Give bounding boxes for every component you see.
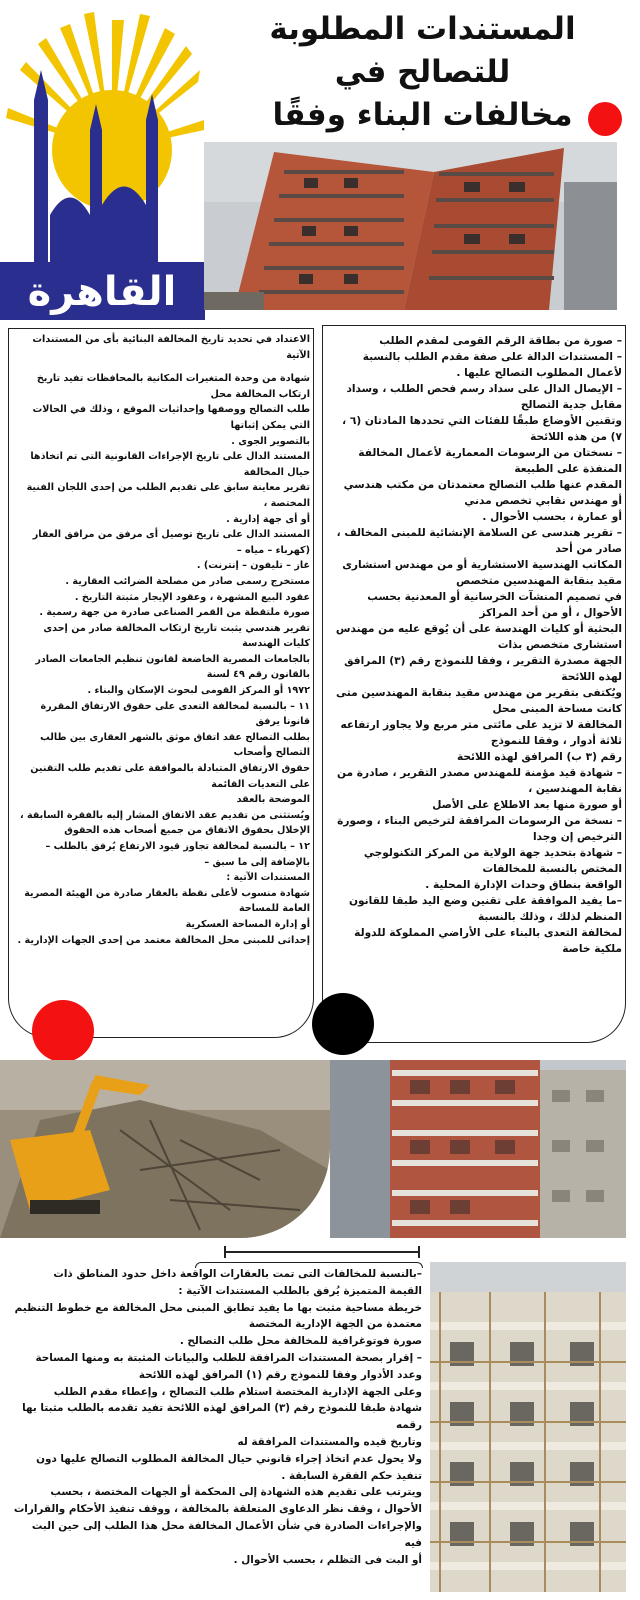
right-column-line: البحثية أو كليات الهندسة على أن يُوقع عليه من مهندس استشارى متخصص بذات: [335, 623, 622, 651]
right-column-line: – شهادة بتحديد جهة الولاية من المركز التكنولوجي المختص بالنسبة للمخالفات: [363, 847, 622, 875]
right-column-line: – صورة من بطاقة الرقم القومى لمقدم الطلب: [379, 335, 622, 347]
bottom-column-line: شهادة طبقا للنموذج رقم (٣) المرافق لهذه اللائحة تفيد تقدمه بالطلب مثبتا بها رقمه: [22, 1402, 422, 1432]
left-column-line: بالجامعات المصرية الخاضعة لقانون تنظيم الجامعات الصادر بالقانون رقم ٤٩ لسنة: [35, 653, 310, 681]
right-column-line: – الإيصال الدال على سداد رسم فحص الطلب ، وسداد مقابل جدية التصالح: [346, 383, 622, 411]
building-facade-photo: [330, 1060, 626, 1238]
section-divider: [224, 1251, 420, 1253]
bottom-column-line: تنفيذ حكم الفقرة السابقة .: [281, 1469, 422, 1482]
bottom-column-text: [12, 1266, 422, 1568]
title-line-2: مخالفات البناء وفقًا: [272, 97, 573, 133]
bottom-column-frame: [195, 1262, 423, 1268]
right-column-line: المخالفة لا تزيد على مائتى متر مربع ولا يجاوز ارتفاعه ثلاثة أدوار ، وفقا للنموذج: [340, 719, 622, 747]
right-column-line: الجهة مصدرة التقرير ، وفقا للنموذج رقم (٣) المرافق لهذه اللائحة: [344, 655, 622, 683]
right-column-line: أو صورة منها بعد الاطلاع على الأصل: [432, 799, 622, 811]
right-column-line: ويُكتفى بتقرير من مهندس مقيد بنقابة المهندسين متى كانت مساحة المبنى محل: [336, 687, 622, 715]
right-column-line: في تصميم المنشآت الخرسانية أو المعدنية بحسب الأحوال ، أو من أحد المراكز: [367, 591, 622, 619]
bottom-column-line: ولا يحول عدم اتخاذ إجراء قانوني حيال المخالفة المطلوب التصالح عليها دون: [36, 1452, 422, 1465]
bottom-column-line: ويترتب على تقديم هذه الشهادة إلى المحكمة أو الجهات المختصة ، بحسب: [50, 1486, 422, 1499]
left-column-line: المستند الدال على تاريخ الإجراءات القانونية التى تم اتخاذها حيال المخالفة: [30, 451, 310, 478]
left-column-line: عقود البيع المشهرة ، وعقود الإيجار مثبتة التاريخ .: [74, 591, 310, 603]
bottom-column-line: – إقرار بصحة المستندات المرافقة للطلب والبيانات المثبتة به ومنها المساحة: [35, 1351, 422, 1364]
left-column-line: ١٢ – بالنسبة لمخالفة تجاوز قيود الارتفاع يُرفق بالطلب – بالإضافة إلى ما سبق –: [45, 841, 310, 868]
right-column-text: [330, 333, 622, 957]
left-column-line: تقرير معاينة سابق على تقديم الطلب من إحدى اللجان الفنية المختصة ،: [26, 482, 310, 509]
left-column-line: ويُستثنى من تقديم عقد الاتفاق المشار إليه بالفقرة السابقة ، الإخلال بحقوق الاتفاق من جميع أصحاب هذه الحقوق: [19, 809, 310, 837]
left-column-line: إحداثى للمبنى محل المخالفة معتمد من إحدى الجهات الإدارية .: [17, 934, 310, 946]
bottom-column-line: والإجراءات الصادرة في شأن الأعمال المخالفة محل هذا الطلب إلى حين البت فيه: [31, 1519, 422, 1549]
left-column-line: طلب التصالح ووصفها وإحداثيات الموقع ، وذلك في الحالات التي يمكن إثباتها: [32, 404, 310, 431]
left-column-line: مستخرج رسمى صادر من مصلحة الضرائب العقارية .: [65, 575, 310, 587]
right-column-line: لمخالفة التعدى بالبناء على الأراضي المملوكة للدولة ملكية خاصة: [354, 927, 622, 955]
left-column-line: تقرير هندسي يثبت تاريخ ارتكاب المخالفة صادر من إحدى كليات الهندسة: [43, 622, 310, 650]
cairo-governorate-logo: [0, 0, 205, 320]
demolition-excavator-photo: [0, 1060, 330, 1238]
left-column-line: ١١ – بالنسبة لمخالفة التعدى على حقوق الارتفاق المقررة قانونا يرفق: [40, 700, 310, 728]
left-column-line: بطلب التصالح عقد اتفاق موثق بالشهر العقارى بين طالب التصالح وأصحاب: [40, 731, 310, 759]
logo-wordmark: القاهرة: [27, 269, 177, 315]
bottom-column-line: صورة فوتوغرافية للمخالفة محل طلب التصالح .: [179, 1335, 422, 1348]
black-circle-decoration: [312, 993, 374, 1055]
left-column-line: حقوق الارتفاق المتبادلة بالموافقة على تقديم طلب التقنين على التعديات القائمة: [30, 763, 310, 790]
left-column-line: المستند الدال على تاريخ توصيل أى مرفق من مرافق العقار (كهرباء – مياه –: [32, 529, 310, 556]
bottom-column-line: أو البت فى التظلم ، بحسب الأحوال .: [233, 1553, 422, 1566]
right-column-line: – شهادة قيد مؤمنة للمهندس مصدر التقرير ، صادرة من نقابة المهندسين ،: [337, 767, 622, 795]
bottom-column-line: القيمة المتميزة يُرفق بالطلب المستندات الآتية :: [178, 1284, 422, 1297]
right-column-line: – نسختان من الرسومات المعمارية لأعمال المخالفة المنفذة على الطبيعة: [358, 447, 622, 475]
bottom-column-line: وتاريخ قيده والمستندات المرافقة له: [237, 1435, 422, 1448]
left-column-line: الاعتداد في تحديد تاريخ المخالفة البنائية بأى من المستندات الآتية: [32, 334, 310, 361]
left-column-line: شهادة من وحدة المتغيرات المكانية بالمحافظات تفيد تاريخ ارتكاب المخالفة محل: [36, 373, 310, 400]
bottom-column-line: معتمدة من الجهة الإدارية المختصة: [248, 1318, 422, 1331]
right-column-line: أو عمارة ، بحسب الأحوال .: [482, 511, 622, 523]
bottom-column-line: وعلى الجهة الإدارية المختصة استلام طلب التصالح ، وإعطاء مقدم الطلب: [53, 1385, 422, 1398]
title-line-1: المستندات المطلوبة للتصالح في: [269, 11, 576, 90]
bottom-column-line: –بالنسبة للمخالفات التى تمت بالعقارات الواقعة داخل حدود المناطق ذات: [53, 1268, 422, 1280]
left-column-line: بالتصوير الجوى .: [231, 435, 310, 447]
bottom-column-line: خريطة مساحية مثبت بها ما يفيد تطابق المبنى محل المخالفة مع خطوط التنظيم: [14, 1301, 422, 1314]
left-column-line: الموضحة بالعقد: [236, 794, 310, 806]
right-column-line: – نسخة من الرسومات المرافقة لترخيص البناء ، وصورة الترخيص إن وجدا: [337, 815, 622, 843]
left-column-text: [14, 332, 310, 948]
left-column-line: شهادة منسوب لأعلى نقطة بالعقار صادرة من الهيئة المصرية العامة للمساحة: [24, 887, 310, 915]
left-column-line: ١٩٧٢ أو المركز القومى لبحوث الإسكان والبناء .: [87, 685, 310, 697]
building-scaffolding-photo: [430, 1262, 626, 1592]
red-circle-decoration: [32, 1000, 94, 1062]
right-column-line: الواقعة بنطاق وحدات الإدارة المحلية .: [425, 879, 622, 891]
right-column-line: رقم (٣ ب) المرافق لهذه اللائحة: [456, 751, 622, 763]
left-column-line: صورة ملتقطة من القمر الصناعى صادرة من جهة رسمية .: [39, 607, 310, 619]
right-column-line: وتقنين الأوضاع طبقًا للفئات التي تحددها المادتان (٦ ، ٧) من هذه اللائحة: [342, 415, 622, 443]
right-column-line: المقدم عنها طلب التصالح معتمدتان من مكتب هندسي أو مهندس نقابي تخصص مدني: [343, 479, 622, 507]
left-column-line: غاز – تليفون – إنترنت) .: [196, 560, 310, 572]
right-column-line: – المستندات الدالة على صفة مقدم الطلب بالنسبة لأعمال المطلوب التصالح عليها .: [362, 351, 622, 379]
building-under-construction-photo: [204, 142, 617, 310]
bottom-column-line: الأحوال ، وقف نظر الدعاوى المتعلقة بالمخالفة ، ووقف تنفيذ الأحكام والقرارات: [13, 1503, 422, 1516]
left-column-line: [14, 363, 310, 371]
right-column-line: –ما يفيد الموافقة على تقنين وضع اليد طبقا للقانون المنظم لذلك ، وذلك بالنسبة: [348, 895, 622, 923]
right-column-line: المكاتب الهندسية الاستشارية أو من مهندس استشارى مقيد بنقابة المهندسين متخصص: [342, 559, 622, 587]
left-column-line: أو أى جهة إدارية .: [226, 513, 310, 525]
right-column-line: – تقرير هندسى عن السلامة الإنشائية للمبنى المخالف ، صادر من أحد: [336, 527, 622, 555]
left-column-line: أو إدارة المساحة العسكرية: [185, 918, 310, 930]
left-column-line: المستندات الآتية :: [226, 872, 310, 884]
bottom-column-line: وعدد الأدوار وفقا للنموذج رقم (١) المرافق لهذه اللائحة: [138, 1368, 422, 1381]
red-dot-decoration: [588, 102, 622, 136]
